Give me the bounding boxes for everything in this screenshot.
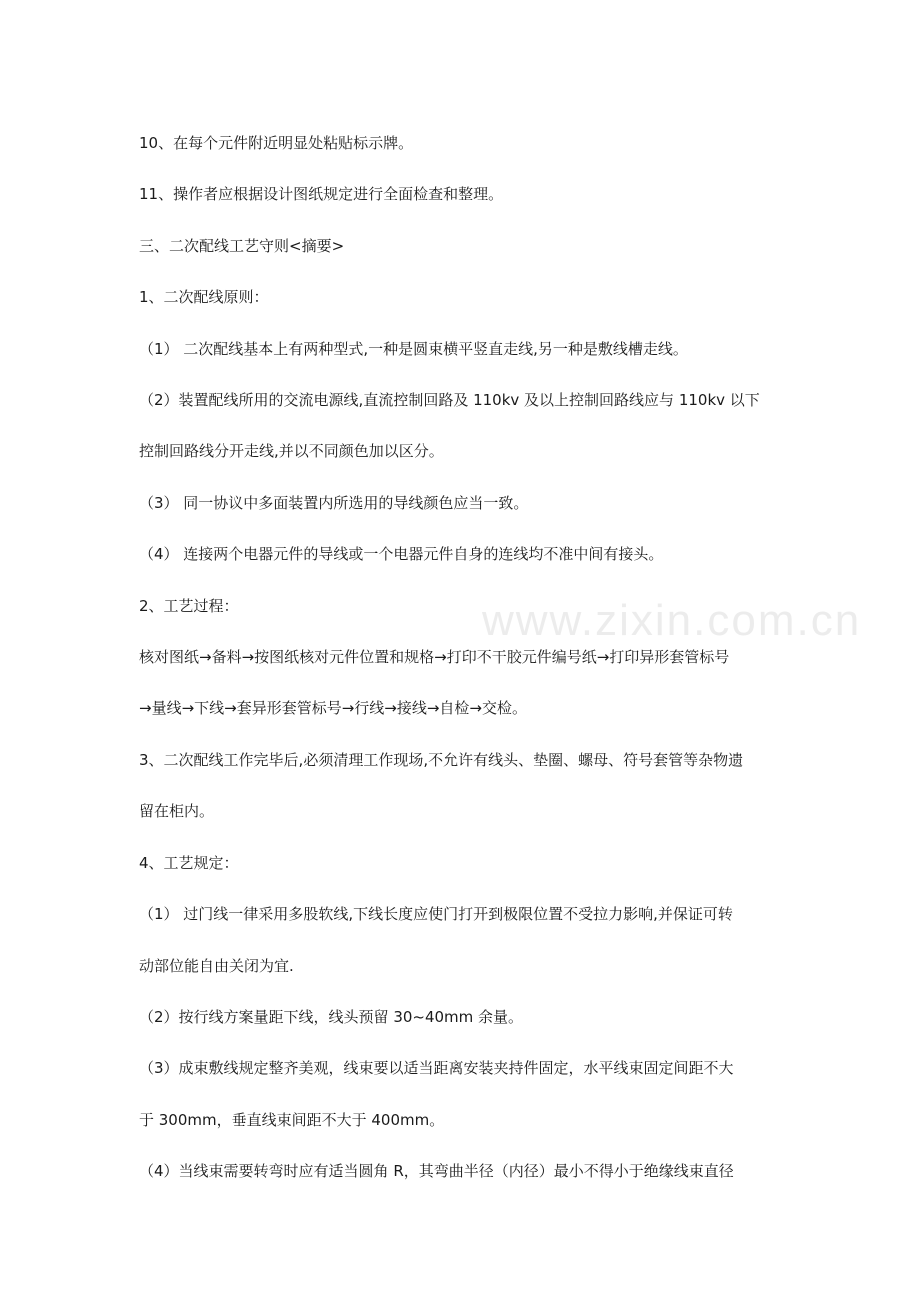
text-line-item-3a: 3、二次配线工作完毕后,必须清理工作现场,不允许有线头、垫圈、螺母、符号套管等杂物遗	[139, 750, 744, 769]
text-line-rule-2: （2）按行线方案量距下线，线头预留 30~40mm 余量。	[139, 1007, 524, 1026]
subsection-heading-4: 4、工艺规定：	[139, 853, 239, 872]
text-line-item-10: 10、在每个元件附近明显处粘贴标示牌。	[139, 134, 414, 152]
text-line-principle-2a: （2）装置配线所用的交流电源线,直流控制回路及 110kv 及以上控制回路线应与 110kv 以下	[139, 391, 760, 410]
text-line-principle-1: （1） 二次配线基本上有两种型式,一种是圆束横平竖直走线,另一种是敷线槽走线。	[139, 339, 688, 358]
section-heading-3: 三、二次配线工艺守则<摘要>	[139, 236, 345, 255]
watermark: www.zixin.com.cn	[482, 596, 862, 645]
text-line-rule-3a: （3）成束敷线规定整齐美观，线束要以适当距离安装夹持件固定，水平线束固定间距不大	[139, 1059, 734, 1078]
text-line-rule-1a: （1） 过门线一律采用多股软线,下线长度应使门打开到极限位置不受拉力影响,并保证可转	[139, 905, 733, 924]
text-line-item-3b: 留在柜内。	[139, 802, 215, 821]
text-line-principle-4: （4） 连接两个电器元件的导线或一个电器元件自身的连线均不准中间有接头。	[139, 545, 664, 564]
subsection-heading-1: 1、二次配线原则：	[139, 288, 269, 307]
text-line-rule-1b: 动部位能自由关闭为宜.	[139, 956, 294, 975]
document-body	[139, 118, 789, 1198]
text-line-principle-2b: 控制回路线分开走线,并以不同颜色加以区分。	[139, 442, 444, 461]
text-line-process-a: 核对图纸→备料→按图纸核对元件位置和规格→打印不干胶元件编号纸→打印异形套管标号	[139, 648, 730, 667]
text-line-item-11: 11、操作者应根据设计图纸规定进行全面检查和整理。	[139, 185, 504, 204]
text-line-principle-3: （3） 同一协议中多面装置内所选用的导线颜色应当一致。	[139, 493, 529, 512]
text-line-rule-4a: （4）当线束需要转弯时应有适当圆角 R，其弯曲半径（内径）最小不得小于绝缘线束直径	[139, 1162, 734, 1181]
text-line-rule-3b: 于 300mm，垂直线束间距不大于 400mm。	[139, 1110, 445, 1129]
subsection-heading-2: 2、工艺过程：	[139, 596, 239, 615]
text-line-process-b: →量线→下线→套异形套管标号→行线→接线→自检→交检。	[139, 699, 527, 718]
